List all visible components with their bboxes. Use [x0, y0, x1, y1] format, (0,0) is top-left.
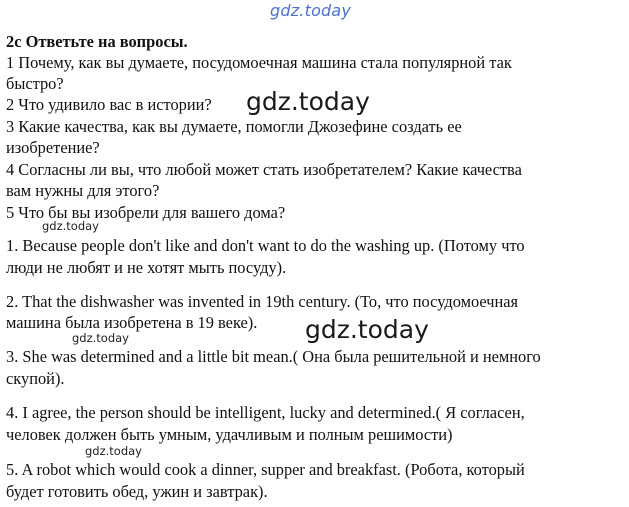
question-line: быстро? [6, 74, 64, 93]
question-line: изобретение? [6, 138, 100, 157]
answer-line: 1. Because people don't like and don't want to do the washing up. (Потому что [6, 236, 525, 255]
question-line: вам нужны для этого? [6, 181, 160, 200]
exercise-heading: 2c Ответьте на вопросы. [6, 32, 188, 51]
question-line: 1 Почему, как вы думаете, посудомоечная машина стала популярной так [6, 53, 512, 72]
question-line: 2 Что удивило вас в истории? [6, 95, 212, 114]
watermark-top: gdz.today [270, 1, 352, 20]
answer-line: 5. A robot which would cook a dinner, supper and breakfast. (Робота, который [6, 460, 525, 479]
watermark-small: gdz.today [42, 219, 99, 233]
watermark-small: gdz.today [85, 444, 142, 458]
answer-line: 3. She was determined and a little bit mean.( Она была решительной и немного [6, 347, 541, 366]
watermark-small: gdz.today [72, 331, 129, 345]
question-line: 3 Какие качества, как вы думаете, помогли Джозефине создать ее [6, 117, 462, 136]
answer-line: человек должен быть умным, удачливым и полным решимости) [6, 425, 453, 444]
answer-line: машина была изобретена в 19 веке). [6, 313, 258, 332]
answer-line: скупой). [6, 369, 65, 388]
answer-line: будет готовить обед, ужин и завтрак). [6, 482, 268, 501]
watermark-large: gdz.today [305, 315, 429, 344]
question-line: 5 Что бы вы изобрели для вашего дома? [6, 203, 286, 222]
answer-line: 2. That the dishwasher was invented in 19th century. (То, что посудомоечная [6, 292, 519, 311]
answer-line: 4. I agree, the person should be intelligent, lucky and determined.( Я согласен, [6, 403, 525, 422]
answer-line: люди не любят и не хотят мыть посуду). [6, 258, 287, 277]
question-line: 4 Согласны ли вы, что любой может стать изобретателем? Какие качества [6, 160, 522, 179]
watermark-large: gdz.today [246, 87, 370, 116]
